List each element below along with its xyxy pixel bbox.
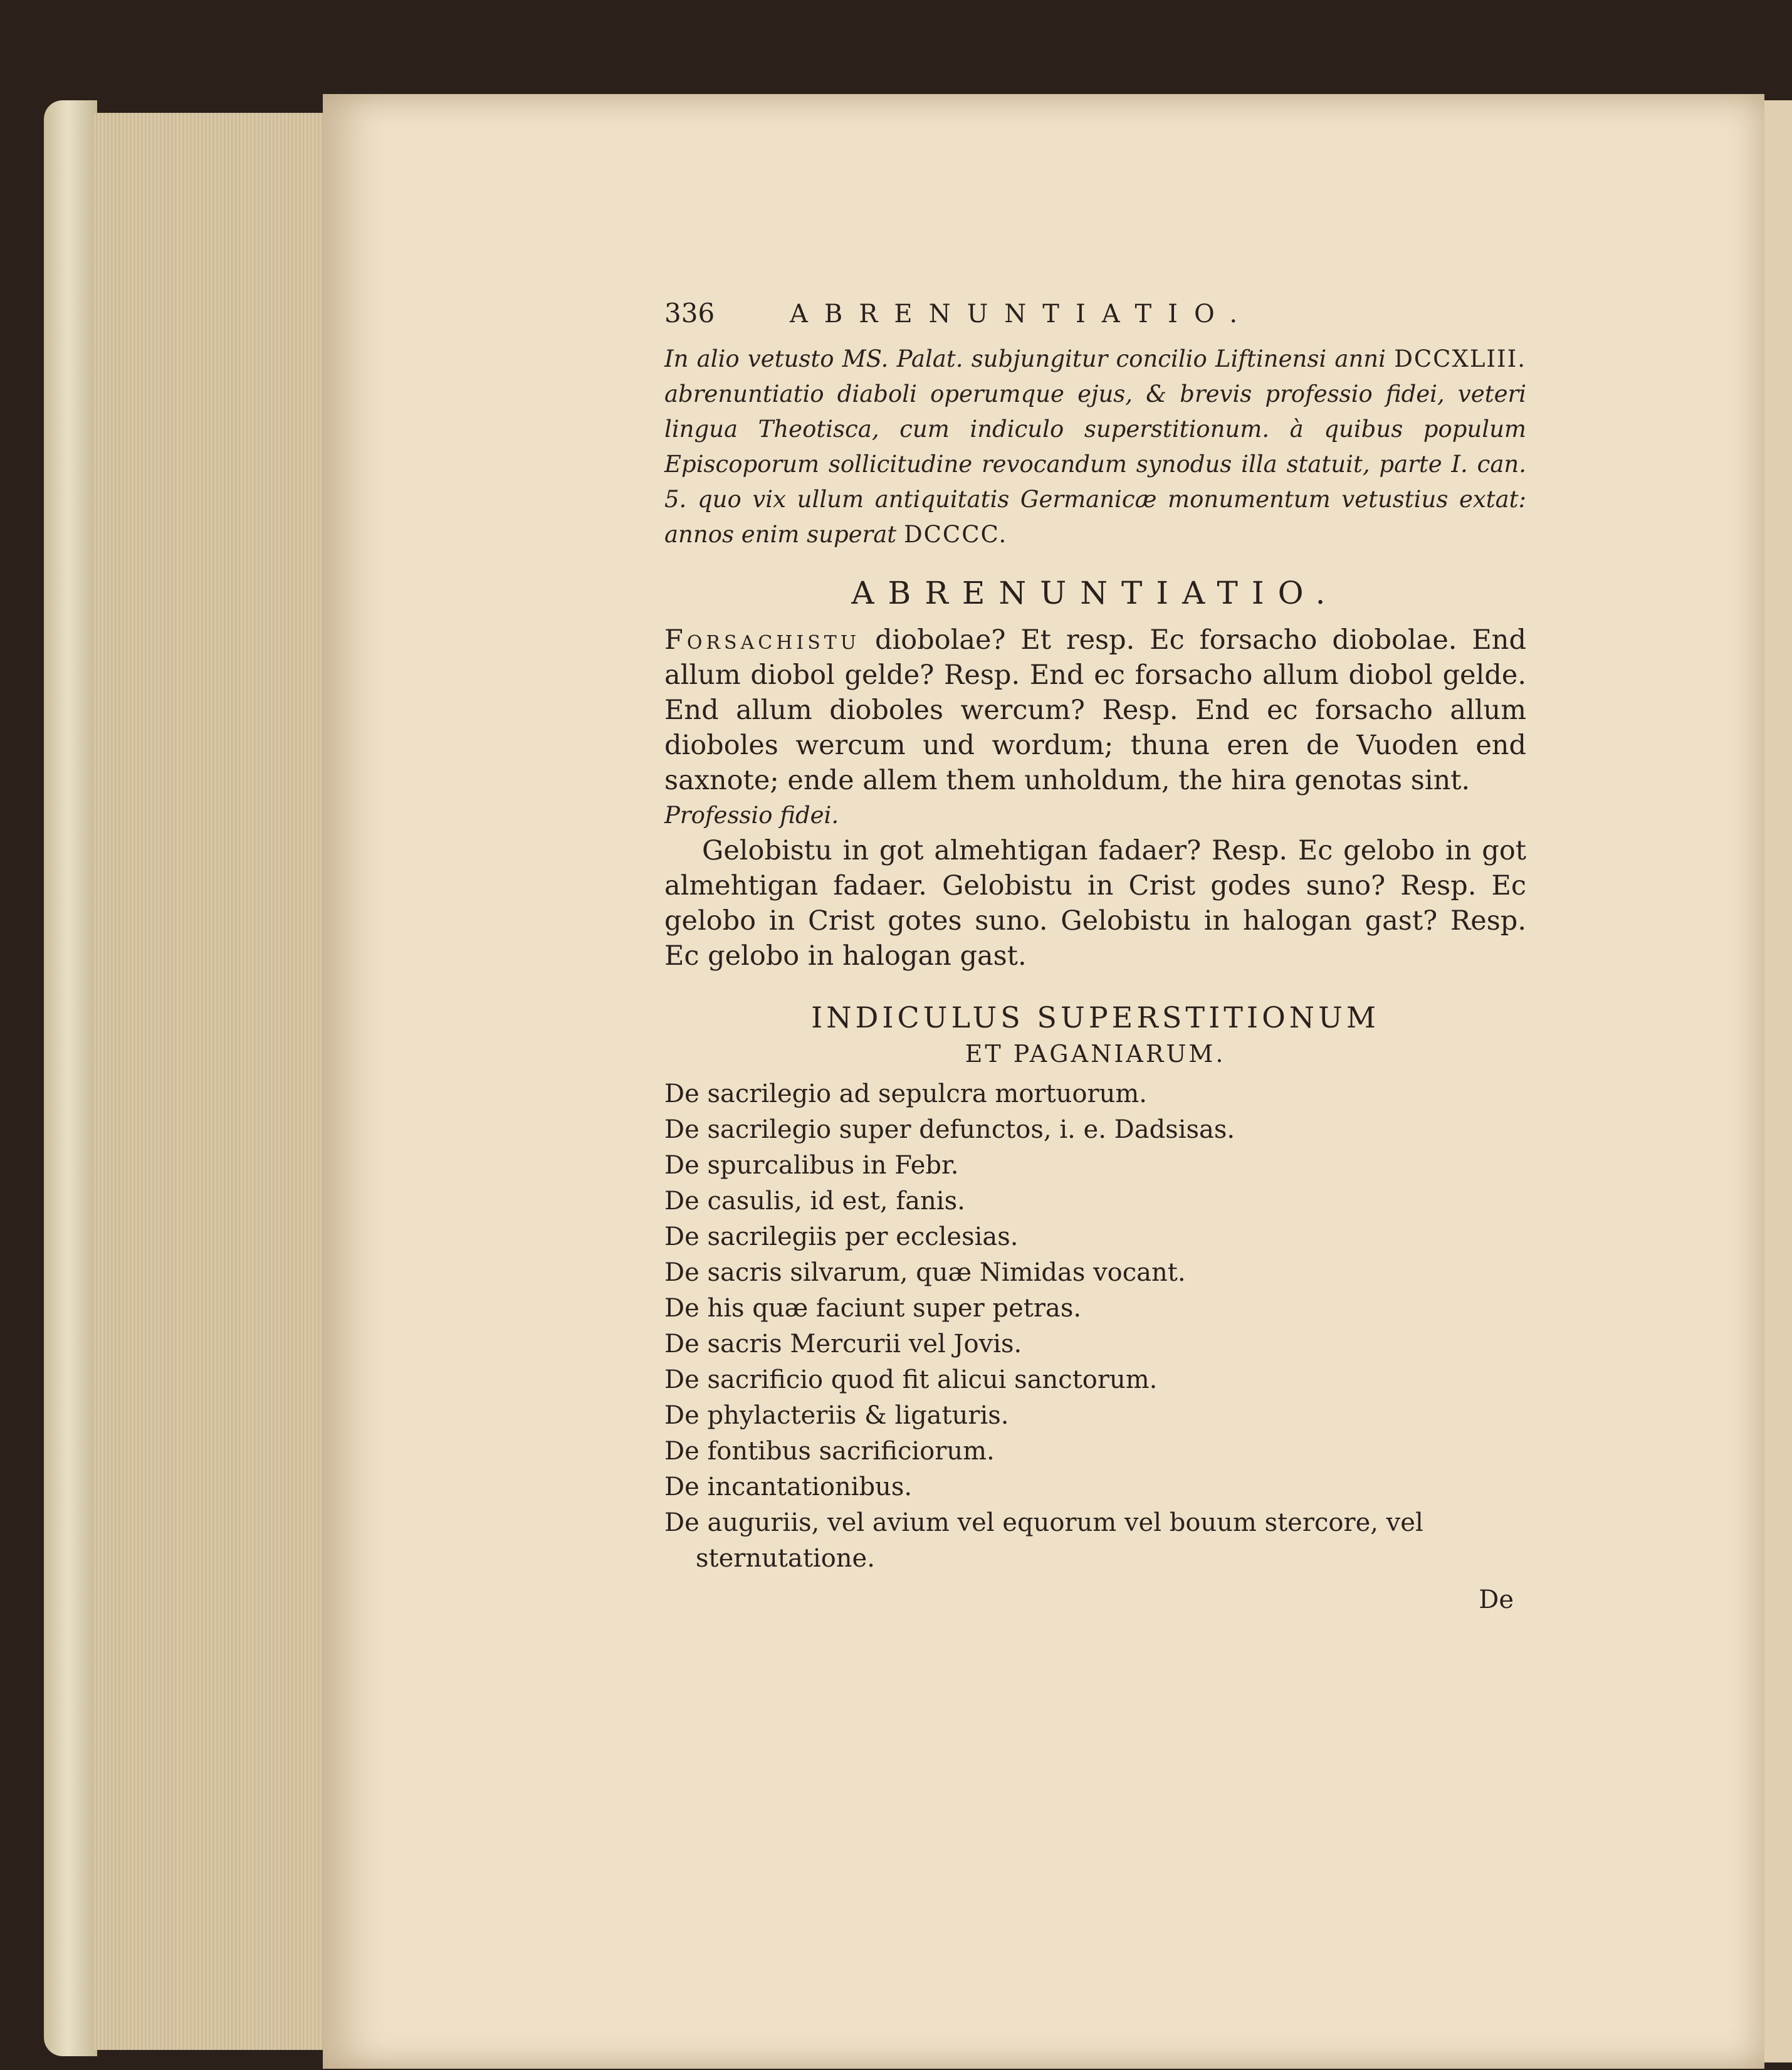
list-item: De sacris Mercurii vel Jovis. xyxy=(664,1330,1022,1358)
list-item: De sacrilegio ad sepulcra mortuorum. xyxy=(664,1080,1147,1108)
abrenuntiatio-title: ABRENUNTIATIO. xyxy=(851,575,1339,611)
page-number: 336 xyxy=(664,298,715,328)
intro-text-1: In alio vetusto MS. Palat. subjungitur concilio Liftinensi anni xyxy=(664,345,1386,372)
indiculus-subtitle: ET PAGANIARUM. xyxy=(965,1040,1226,1068)
catchword: De xyxy=(1479,1585,1514,1614)
list-item: De sacrilegiis per ecclesias. xyxy=(664,1222,1019,1251)
list-item: De phylacteriis & ligaturis. xyxy=(664,1401,1009,1430)
running-title: ABRENUNTIATIO. xyxy=(790,300,1254,328)
list-item: De casulis, id est, fanis. xyxy=(664,1187,965,1216)
page-content xyxy=(664,298,1526,1614)
list-item: De auguriis, vel avium vel equorum vel bouum stercore, vel sternutatione. xyxy=(664,1508,1423,1573)
running-head xyxy=(664,298,1526,342)
list-item: De spurcalibus in Febr. xyxy=(664,1151,959,1180)
list-item: De sacrificio quod fit alicui sanctorum. xyxy=(664,1365,1158,1394)
list-item: De his quæ faciunt super petras. xyxy=(664,1294,1082,1323)
intro-date-2: DCCCC. xyxy=(903,521,1008,548)
intro-text-2: abrenuntiatio diaboli operumque ejus, & brevis professio fidei, veteri lingua Theotisca, cum indiculo superstitionum. à quibus populum Episcoporum sollicitudine revocandum synodus illa statuit, parte I. can. 5. quo vix ullum antiquitatis Germanicæ monumentum vetustius extat: annos enim superat xyxy=(664,381,1526,548)
list-item: De sacrilegio super defunctos, i. e. Dadsisas. xyxy=(664,1115,1235,1144)
book-spine xyxy=(44,100,97,2056)
professio-text: Gelobistu in got almehtigan fadaer? Resp. Ec gelobo in got almehtigan fadaer. Gelobistu in Crist godes suno? Resp. Ec gelobo in Crist gotes suno. Gelobistu in halogan gast? Resp. Ec gelobo in halogan gast. xyxy=(664,835,1526,972)
indiculus-title: INDICULUS SUPERSTITIONUM xyxy=(811,1001,1380,1034)
intro-paragraph xyxy=(664,342,1526,552)
list-item: De fontibus sacrificiorum. xyxy=(664,1437,995,1466)
list-item: De sacris silvarum, quæ Nimidas vocant. xyxy=(664,1258,1186,1287)
indiculus-list xyxy=(664,1076,1526,1577)
abrenuntiatio-body: diobolae? Et resp. Ec forsacho diobolae. End allum diobol gelde? Resp. End ec forsacho allum diobol gelde. End allum dioboles wercum? Resp. End ec forsacho allum dioboles wercum und wordum; thuna eren de Vuoden end saxnote; ende allem them unholdum, the hira genotas sint. xyxy=(664,624,1526,796)
intro-date-1: DCCXLIII. xyxy=(1394,345,1527,372)
abrenuntiatio-lead: Forsachistu xyxy=(664,624,861,656)
list-item: De incantationibus. xyxy=(664,1473,913,1501)
professio-label: Professio fidei. xyxy=(664,802,839,829)
right-page-edge xyxy=(1764,100,1792,2062)
abrenuntiatio-text xyxy=(664,623,1526,798)
